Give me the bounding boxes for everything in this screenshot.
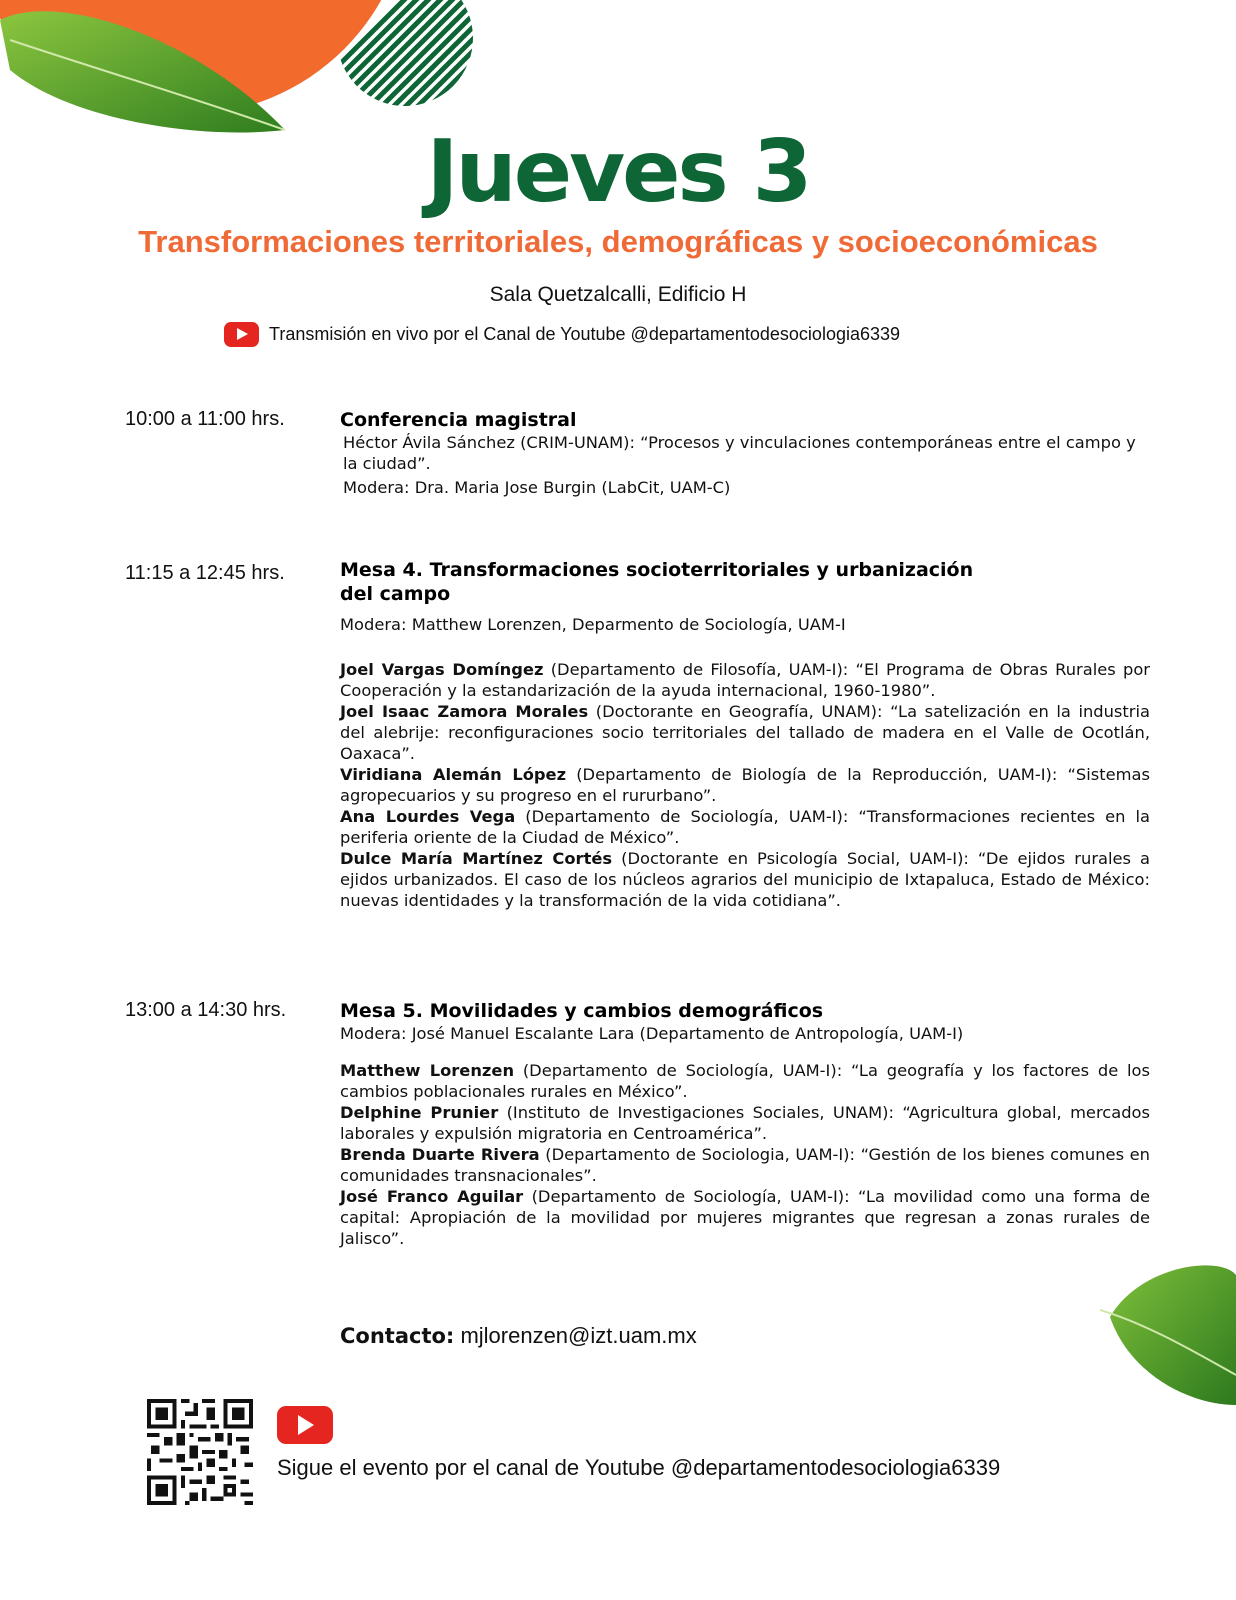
talk-speaker: José Franco Aguilar [340, 1187, 524, 1206]
talk-item [340, 1186, 1150, 1249]
talk-speaker: Joel Vargas Domíngez [340, 660, 544, 679]
talk-speaker: Dulce María Martínez Cortés [340, 849, 613, 868]
talk-description: (Departamento de Sociologia, UAM-I): “Gestión de los bienes comunes en comunidades transnacionales”. [340, 1145, 1150, 1185]
session-speaker: Héctor Ávila Sánchez (CRIM-UNAM): “Procesos y vinculaciones contemporáneas entre el campo y la ciudad”. [343, 433, 1136, 473]
live-stream-notice[interactable] [224, 322, 900, 347]
talk-speaker: Brenda Duarte Rivera [340, 1145, 540, 1164]
talk-description: (Departamento de Filosofía, UAM-I): “El Programa de Obras Rurales por Cooperación y la estandarización de la ayuda internacional, 1960-1980”. [340, 660, 1150, 700]
session-title: Mesa 4. Transformaciones socioterritoriales y urbanización del campo [340, 559, 974, 605]
talk-item [340, 764, 1150, 806]
talk-item [340, 701, 1150, 764]
session-time: 13:00 a 14:30 hrs. [125, 999, 287, 1021]
talk-item [340, 659, 1150, 701]
contact-line [340, 1323, 697, 1349]
session-moderator: Modera: Matthew Lorenzen, Deparmento de Sociología, UAM-I [340, 615, 846, 634]
bottom-right-leaf-decoration [1100, 1255, 1236, 1425]
contact-email-link[interactable]: mjlorenzen@izt.uam.mx [460, 1323, 697, 1348]
page-subtitle: Transformaciones territoriales, demográficas y socioeconómicas [138, 224, 1098, 259]
talk-item [340, 848, 1150, 911]
talk-speaker: Ana Lourdes Vega [340, 807, 516, 826]
session-title: Mesa 5. Movilidades y cambios demográficos [340, 1000, 824, 1022]
talk-speaker: Matthew Lorenzen [340, 1061, 515, 1080]
session-moderator: Modera: Dra. Maria Jose Burgin (LabCit, UAM-C) [343, 478, 731, 497]
talk-description: (Doctorante en Psicología Social, UAM-I): “De ejidos rurales a ejidos urbanizados. El caso de los núcleos agrarios del municipio de Ixtapaluca, Estado de México: nuevas identidades y la transformación de la vida cotidiana”. [340, 849, 1151, 910]
talk-description: (Departamento de Sociología, UAM-I): “La geografía y los factores de los cambios poblacionales rurales en México”. [340, 1061, 1150, 1101]
talk-description: (Departamento de Sociología, UAM-I): “Transformaciones recientes en la periferia oriente de la Ciudad de México”. [340, 807, 1150, 847]
talk-description: (Instituto de Investigaciones Sociales, UNAM): “Agricultura global, mercados laborales y expulsión migratoria en Centroamérica”. [340, 1103, 1150, 1143]
session-mesa-4 [340, 558, 1150, 911]
session-time: 11:15 a 12:45 hrs. [125, 562, 285, 584]
talk-item [340, 1102, 1150, 1144]
talk-item [340, 1144, 1150, 1186]
session-moderator: Modera: José Manuel Escalante Lara (Departamento de Antropología, UAM-I) [340, 1024, 964, 1043]
qr-code-icon[interactable] [147, 1399, 253, 1505]
follow-youtube-text: Sigue el evento por el canal de Youtube @departamentodesociologia6339 [277, 1455, 1001, 1480]
talk-description: (Doctorante en Geografía, UNAM): “La satelización en la industria del alebrije: reconfiguraciones socio territoriales del tallado de madera en el Valle de Ocotlán, Oaxaca”. [340, 702, 1150, 763]
youtube-icon[interactable] [277, 1406, 333, 1444]
talk-speaker: Viridiana Alemán López [340, 765, 567, 784]
talk-speaker: Delphine Prunier [340, 1103, 499, 1122]
talk-description: (Departamento de Biología de la Reproducción, UAM-I): “Sistemas agropecuarios y su progreso en el rururbano”. [340, 765, 1150, 805]
venue-text: Sala Quetzalcalli, Edificio H [489, 283, 747, 306]
talk-item [340, 806, 1150, 848]
talk-speaker: Joel Isaac Zamora Morales [340, 702, 589, 721]
talk-item [340, 1060, 1150, 1102]
session-mesa-5 [340, 999, 1150, 1249]
youtube-icon [224, 322, 259, 347]
live-stream-text: Transmisión en vivo por el Canal de Youtube @departamentodesociologia6339 [269, 324, 901, 344]
contact-label: Contacto: [340, 1324, 455, 1348]
session-time: 10:00 a 11:00 hrs. [125, 408, 285, 430]
session-conferencia [340, 408, 1150, 498]
talk-description: (Departamento de Sociología, UAM-I): “La movilidad como una forma de capital: Apropiación de la movilidad por mujeres migrantes que regresan a zonas rurales de Jalisco”. [340, 1187, 1151, 1248]
session-title: Conferencia magistral [340, 409, 577, 431]
page-title: Jueves 3 [426, 122, 810, 222]
